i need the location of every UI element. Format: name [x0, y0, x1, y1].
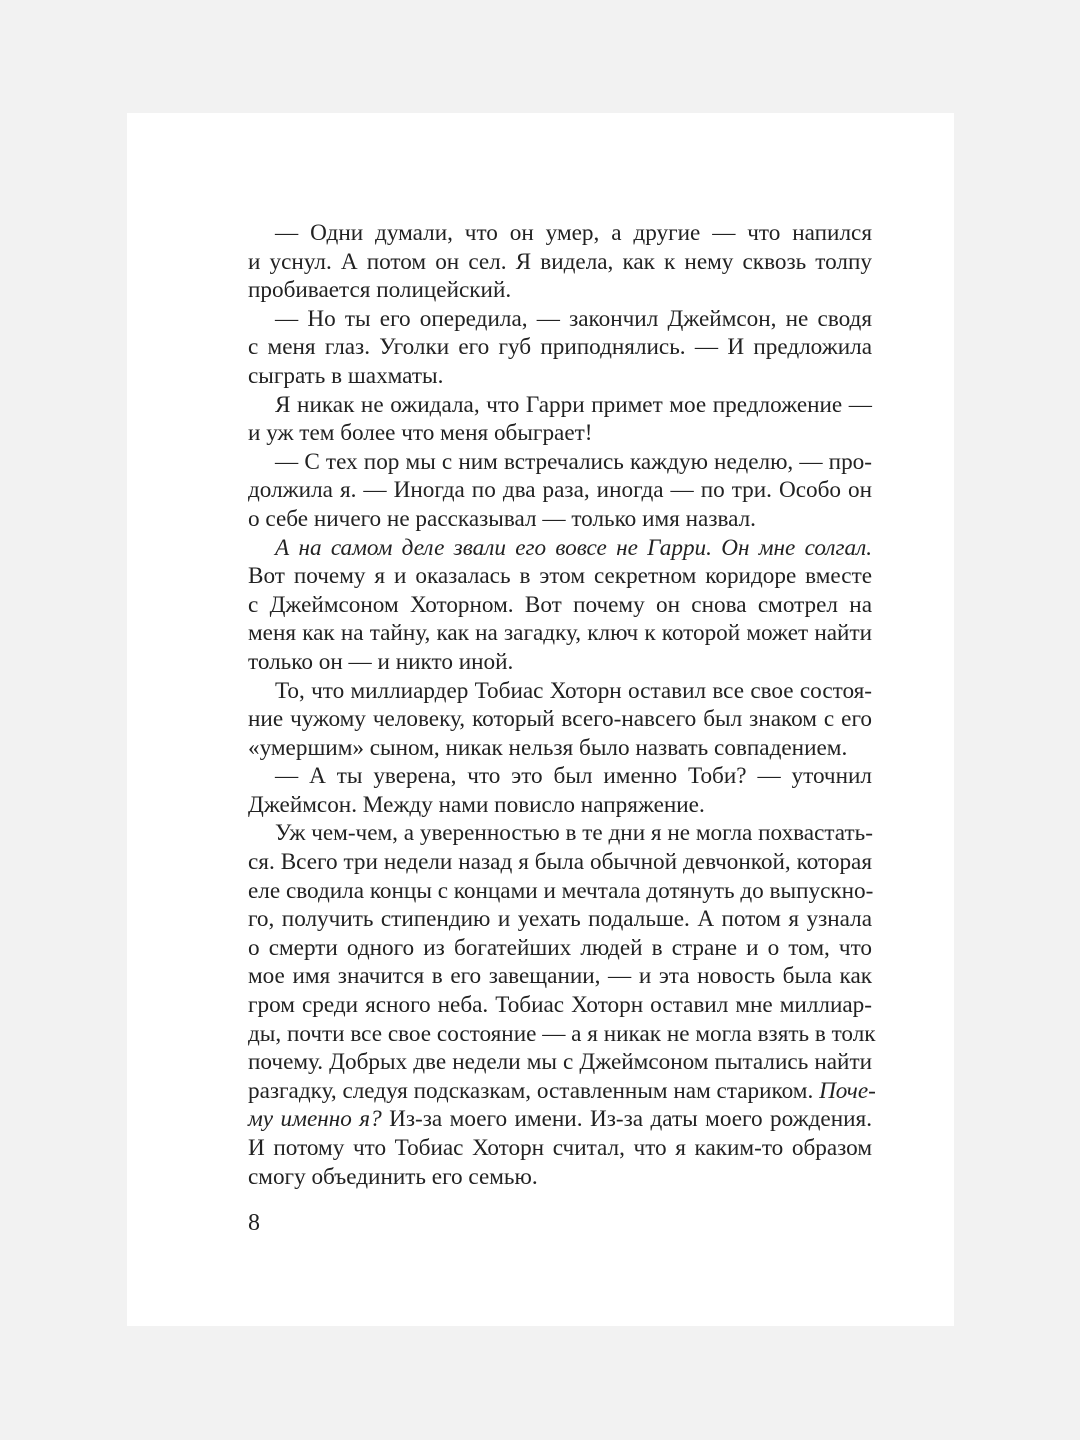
text-line: меня как на тайну, как на загадку, ключ к которой может найти [248, 620, 872, 647]
text-line: о себе ничего не рассказывал — только имя назвал. [248, 505, 756, 532]
text-line: должила я. — Иногда по два раза, иногда — по три. Особо он [248, 477, 872, 504]
mixed-text-line [248, 1105, 872, 1134]
text-line: с Джеймсоном Хоторном. Вот почему он снова смотрел на [248, 591, 872, 618]
italic-text-run: му именно я? [248, 1106, 382, 1133]
italic-text-run: Поче- [819, 1077, 876, 1104]
text-line: сыграть в шахматы. [248, 362, 444, 389]
text-line: Вот почему я и оказалась в этом секретном коридоре вместе [248, 563, 872, 590]
text-line: и уж тем более что меня обыграет! [248, 420, 593, 447]
text-line: еле сводила концы с концами и мечтала дотянуть до выпускно- [248, 877, 874, 904]
text-line: И потому что Тобиас Хоторн считал, что я каким-то образом [248, 1135, 872, 1161]
text-line: смогу объединить его семью. [248, 1163, 538, 1190]
text-line: — Одни думали, что он умер, а другие — что напился [275, 220, 872, 246]
text-line: — С тех пор мы с ним встречались каждую неделю, — про- [275, 448, 872, 475]
text-line: — А ты уверена, что это был именно Тоби? — уточнил [275, 763, 872, 790]
text-line: Уж чем-чем, а уверенностью в те дни я не могла похвастать- [275, 820, 873, 847]
text-line: гром среди ясного неба. Тобиас Хоторн оставил мне миллиар- [248, 992, 872, 1019]
text-line: Я никак не ожидала, что Гарри примет мое предложение — [275, 391, 872, 418]
text-line: о смерти одного из богатейших людей в стране и о том, что [248, 934, 872, 961]
text-line: ды, почти все свое состояние — а я никак не могла взять в толк [248, 1020, 876, 1047]
text-run: разгадку, следуя подсказкам, оставленным нам стариком. [248, 1077, 814, 1104]
text-line: и уснул. А потом он сел. Я видела, как к нему сквозь толпу [248, 248, 872, 275]
text-line: почему. Добрых две недели мы с Джеймсоном пытались найти [248, 1049, 872, 1076]
text-line: только он — и никто иной. [248, 648, 514, 675]
text-line: го, получить стипендию и уехать подальше. А потом я узнала [248, 906, 872, 933]
italic-text-line: А на самом деле звали его вовсе не Гарри. Он мне солгал. [275, 534, 872, 561]
text-line: «умершим» сыном, никак нельзя было назвать совпадением. [248, 734, 848, 761]
text-line: пробивается полицейский. [248, 277, 512, 304]
text-line: ся. Всего три недели назад я была обычной девчонкой, которая [248, 849, 872, 876]
text-line: — Но ты его опередила, — закончил Джеймсон, не сводя [275, 305, 872, 332]
text-run: Из-за моего имени. Из-за даты моего рождения. [389, 1106, 872, 1133]
page-body-text [248, 219, 876, 1191]
text-line: То, что миллиардер Тобиас Хоторн оставил все свое состоя- [275, 677, 872, 704]
text-line: мое имя значится в его завещании, — и эта новость была как [248, 963, 872, 990]
mixed-text-line [248, 1077, 876, 1106]
text-line: ние чужому человеку, который всего-навсего был знаком с его [248, 706, 872, 733]
text-line: с меня глаз. Уголки его губ приподнялись. — И предложила [248, 334, 872, 361]
page-number: 8 [248, 1210, 260, 1236]
text-line: Джеймсон. Между нами повисло напряжение. [248, 791, 705, 818]
